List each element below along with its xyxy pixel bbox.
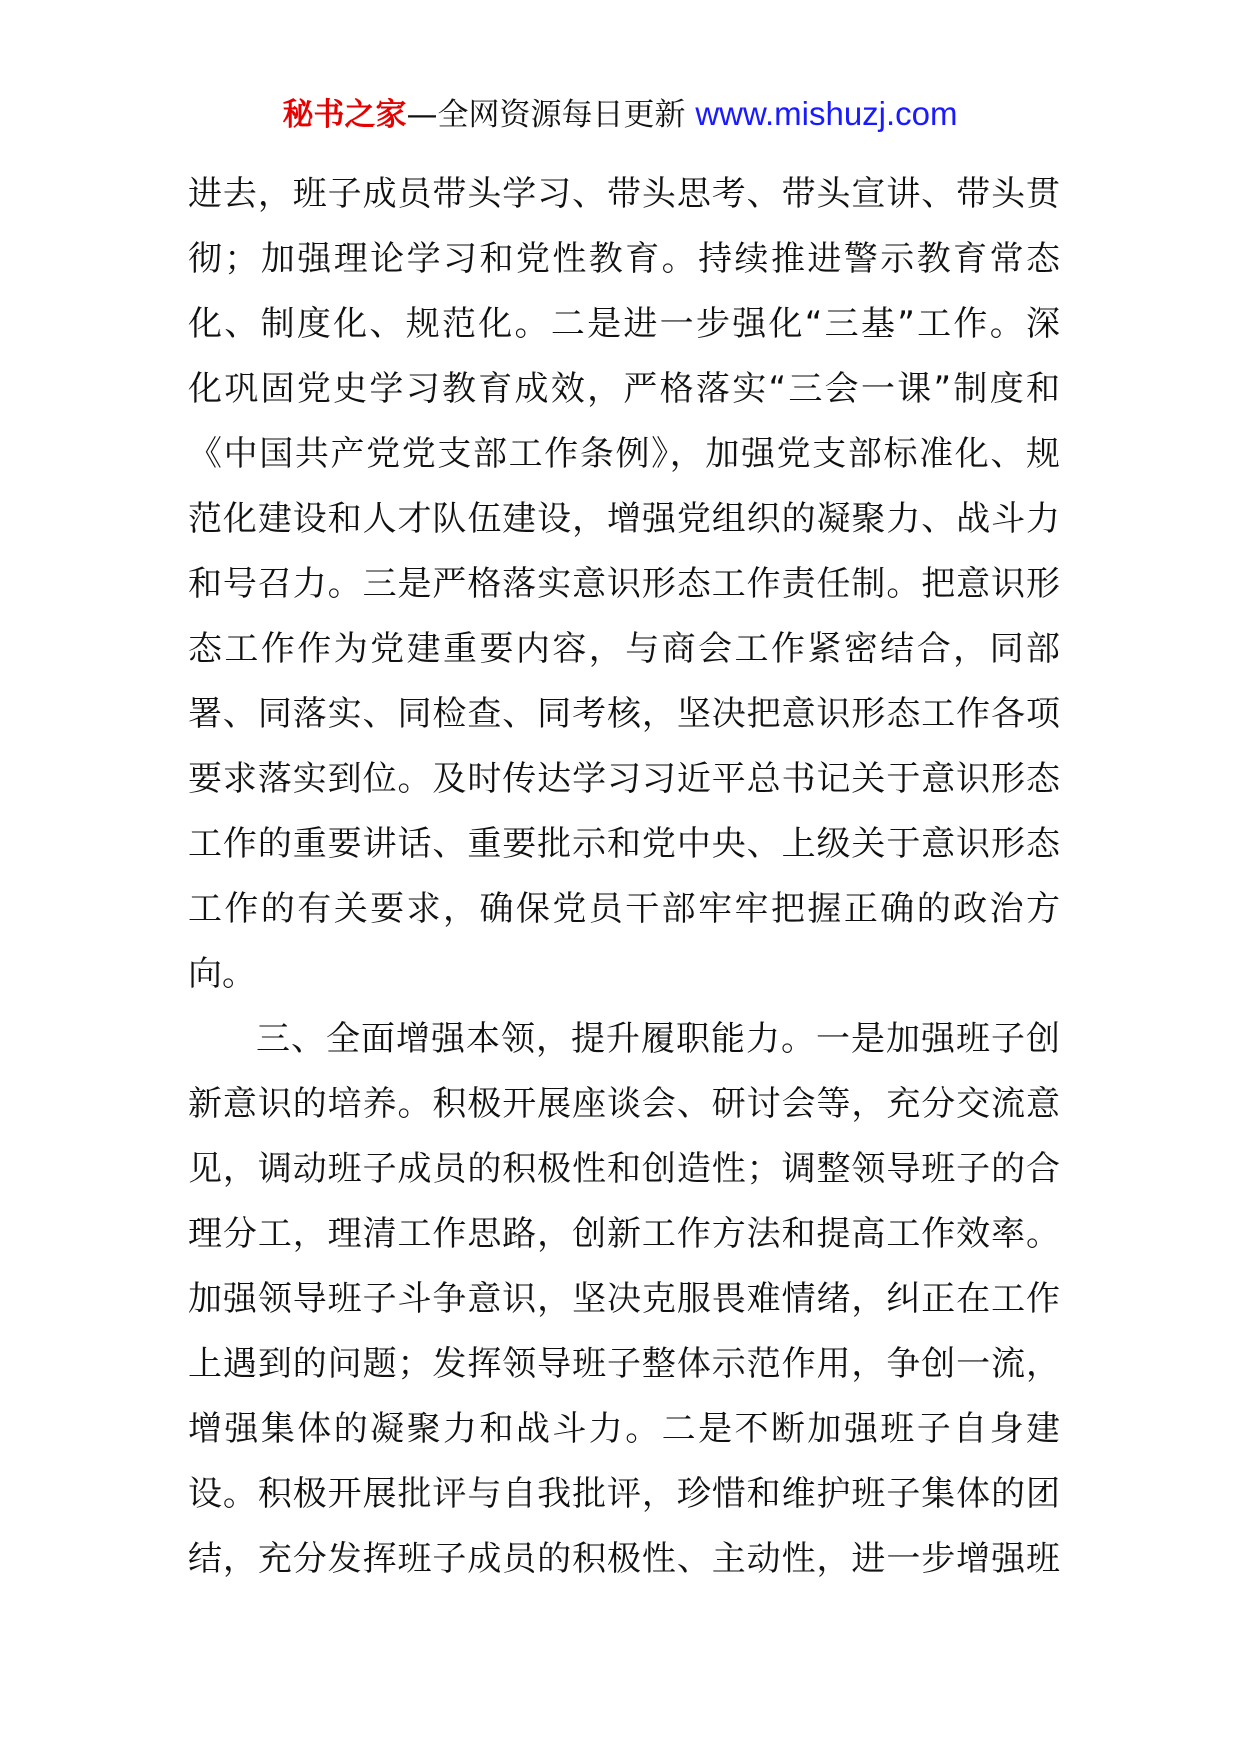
body-line: 署、同落实、同检查、同考核，坚决把意识形态工作各项 xyxy=(188,694,1060,734)
body-line: 见，调动班子成员的积极性和创造性；调整领导班子的合 xyxy=(188,1149,1060,1189)
body-line: 工作的重要讲话、重要批示和党中央、上级关于意识形态 xyxy=(188,824,1060,864)
body-line: 理分工，理清工作思路，创新工作方法和提高工作效率。 xyxy=(188,1214,1060,1254)
header-tagline: —全网资源每日更新 xyxy=(406,97,696,133)
body-line: 《中国共产党党支部工作条例》，加强党支部标准化、规 xyxy=(188,434,1060,474)
body-line: 要求落实到位。及时传达学习习近平总书记关于意识形态 xyxy=(188,759,1060,799)
section-heading-line: 三、全面增强本领，提升履职能力。一是加强班子创 xyxy=(256,1019,1060,1059)
body-line: 和号召力。三是严格落实意识形态工作责任制。把意识形 xyxy=(188,564,1060,604)
body-line: 增强集体的凝聚力和战斗力。二是不断加强班子自身建 xyxy=(188,1409,1060,1449)
body-line: 加强领导班子斗争意识，坚决克服畏难情绪，纠正在工作 xyxy=(188,1279,1060,1319)
body-line: 向。 xyxy=(188,954,256,994)
body-line: 工作的有关要求，确保党员干部牢牢把握正确的政治方 xyxy=(188,889,1060,929)
header-brand: 秘书之家 xyxy=(282,97,407,133)
body-line: 化、制度化、规范化。二是进一步强化“三基”工作。深 xyxy=(188,304,1060,344)
body-line: 结，充分发挥班子成员的积极性、主动性，进一步增强班 xyxy=(188,1539,1060,1579)
body-line: 范化建设和人才队伍建设，增强党组织的凝聚力、战斗力 xyxy=(188,499,1060,539)
document-body xyxy=(188,162,1060,1592)
page-header xyxy=(0,94,1240,135)
body-line: 上遇到的问题；发挥领导班子整体示范作用，争创一流， xyxy=(188,1344,1060,1384)
body-line: 设。积极开展批评与自我批评，珍惜和维护班子集体的团 xyxy=(188,1474,1060,1514)
body-line: 态工作作为党建重要内容，与商会工作紧密结合，同部 xyxy=(188,629,1060,669)
body-line: 新意识的培养。积极开展座谈会、研讨会等，充分交流意 xyxy=(188,1084,1060,1124)
header-site-link[interactable]: www.mishuzj.com xyxy=(695,95,958,132)
body-line: 彻；加强理论学习和党性教育。持续推进警示教育常态 xyxy=(188,239,1060,279)
body-line: 进去，班子成员带头学习、带头思考、带头宣讲、带头贯 xyxy=(188,174,1060,214)
body-line: 化巩固党史学习教育成效，严格落实“三会一课”制度和 xyxy=(188,369,1060,409)
